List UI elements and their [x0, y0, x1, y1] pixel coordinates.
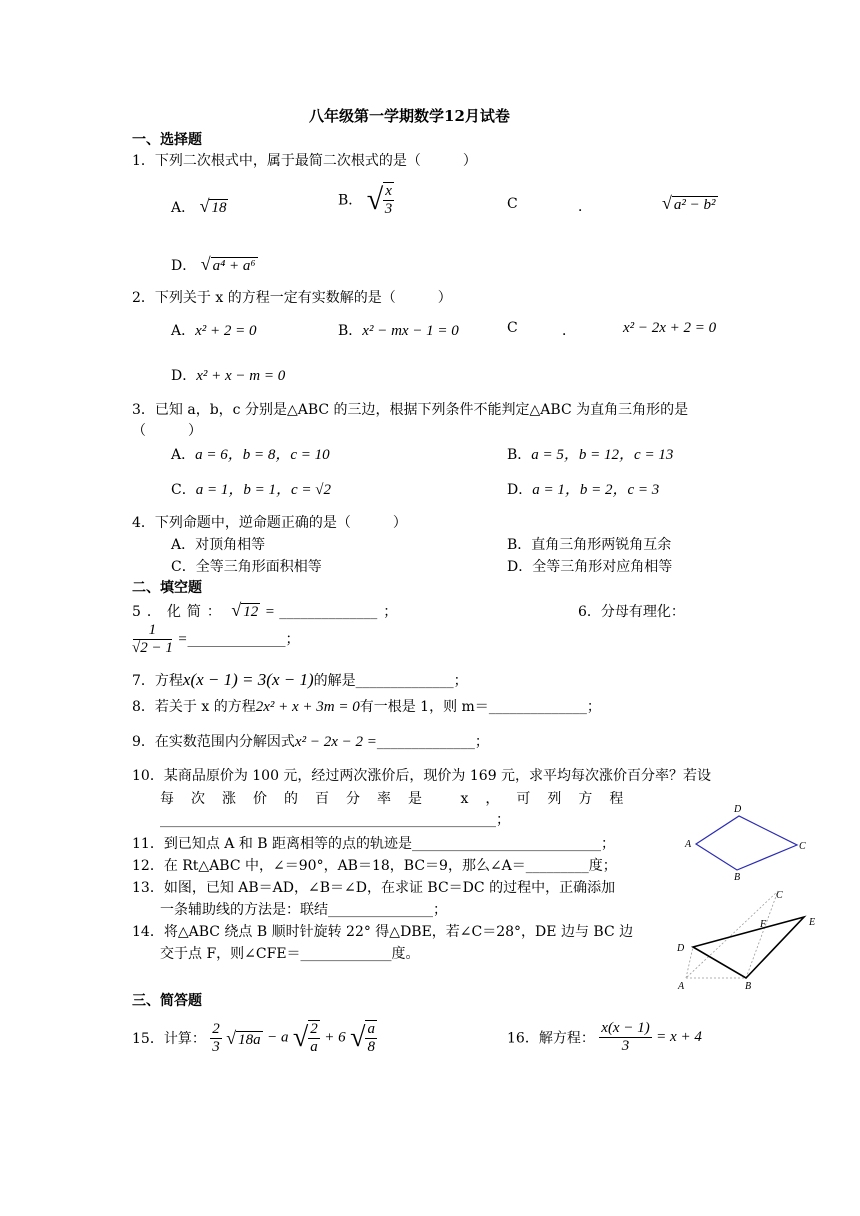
q1-stem: 1．下列二次根式中，属于最简二次根式的是（ ） [132, 153, 477, 169]
q3-d-math: a = 1，b = 2，c = 3 [532, 482, 660, 498]
q2-c-label: C [507, 320, 518, 336]
q5-blank[interactable]: ______________ [279, 604, 378, 620]
fig2-label-c: C [776, 890, 783, 901]
q6-blank[interactable]: ______________ [187, 631, 286, 648]
page-title: 八年级第一学期数学12月试卷 [309, 107, 510, 125]
q1-c-dot: ． [578, 199, 592, 215]
q3-c-label: C． [171, 482, 196, 498]
q4-option-c: C．全等三角形面积相等 [171, 559, 322, 575]
q2-a-math: x² + 2 = 0 [195, 323, 257, 339]
q1-option-c [662, 193, 718, 214]
q3-option-b [507, 443, 673, 464]
q1-d-label: D． [171, 258, 197, 274]
q16 [507, 1020, 702, 1055]
q8 [132, 696, 601, 716]
q9-math: x² − 2x − 2 = [294, 734, 377, 750]
q8-label: 8．若关于 x 的方程 [132, 699, 256, 715]
q9-end: ； [474, 734, 489, 750]
q12 [132, 855, 617, 875]
q12-text: 12．在 Rt△ABC 中，∠＝90°，AB＝18，BC＝9，那么∠A＝ [132, 858, 526, 874]
fig2-label-f: F [760, 919, 767, 930]
q14-end: 度。 [391, 946, 420, 962]
q4-option-a: A．对顶角相等 [171, 537, 266, 553]
q11-end: ； [601, 836, 616, 852]
q11-text: 11．到已知点 A 和 B 距离相等的点的轨迹是 [132, 836, 413, 852]
q2-c-math: x² − 2x + 2 = 0 [623, 320, 717, 336]
q1-option-d [171, 254, 258, 275]
figure-rotation-triangles [668, 885, 828, 995]
q4-option-b: B．直角三角形两锐角互余 [507, 537, 672, 553]
q12-end: 度； [588, 858, 617, 874]
q9 [132, 731, 489, 751]
q4-stem: 4．下列命题中，逆命题正确的是（ ） [132, 515, 407, 531]
q3-a-label: A． [171, 447, 196, 463]
q15-label: 15．计算： [132, 1031, 206, 1047]
q5-radical: √ 12 [231, 600, 259, 620]
q7-end: ； [453, 673, 468, 689]
q15-minus: − a [267, 1029, 289, 1046]
q14-blank[interactable]: _____________ [300, 946, 392, 962]
q8-blank[interactable]: ______________ [488, 699, 587, 715]
q9-blank[interactable]: ______________ [376, 734, 475, 750]
q8-tail: 有一根是 1，则 m＝ [359, 699, 489, 715]
q3-option-c [171, 478, 331, 499]
q9-label: 9．在实数范围内分解因式 [132, 734, 295, 750]
q1-a-label: A． [171, 200, 196, 216]
fig2-label-e: E [809, 917, 816, 928]
q10-end: ； [496, 812, 510, 828]
q13-text: 一条辅助线的方法是：联结 [160, 902, 328, 918]
q2-b-label: B． [338, 323, 363, 339]
q15-radical2: √ $\frac{2}{a}$ [292, 1021, 318, 1055]
q3-b-math: a = 5，b = 12，c = 13 [531, 447, 674, 463]
q5-end: ； [383, 604, 398, 620]
q2-d-math: x² + x − m = 0 [196, 368, 286, 384]
q2-option-d [171, 365, 285, 385]
q1-c-label: C [507, 196, 518, 212]
fig1-label-b: B [734, 872, 741, 883]
q15 [132, 1020, 377, 1056]
q10-line2: 每次涨价的百分率是 x，可列方程 [160, 791, 641, 807]
fig1-label-d: D [734, 804, 742, 815]
q3-stem: 3．已知 a，b，c 分别是△ABC 的三边，根据下列条件不能判定△ABC 为直角三角形的是 [132, 402, 689, 418]
q6-label: 6．分母有理化： [578, 604, 685, 620]
q13-end: ； [433, 902, 447, 918]
q7-label: 7．方程 [132, 673, 183, 689]
q8-math: 2x² + x + 3m = 0 [255, 699, 360, 715]
q6-expression [132, 622, 299, 657]
q16-label: 16．解方程： [507, 1030, 595, 1047]
fig1-label-c: C [799, 841, 806, 852]
q13-blank[interactable]: _______________ [328, 902, 433, 918]
q15-radical3: √ $\frac{a}{8}$ [350, 1021, 375, 1055]
q3-a-math: a = 6，b = 8，c = 10 [195, 447, 330, 463]
q6-end: ； [285, 631, 300, 648]
q15-plus: + 6 [324, 1029, 346, 1046]
q16-fraction: $\frac{x(x - 1)}{3}$ [601, 1020, 650, 1054]
q3-stem-paren: （ ） [132, 423, 202, 439]
q1-b-label: B． [338, 192, 363, 209]
q7-math: x(x − 1) = 3(x − 1) [182, 670, 314, 689]
figure-quadrilateral-abcd [680, 800, 810, 885]
q14-line1: 14．将△ABC 绕点 B 顺时针旋转 22° 得△DBE，若∠C＝28°，DE 边与 BC 边 [132, 924, 634, 940]
triangle-dbe [693, 917, 804, 978]
q5-label: 5．化简： [132, 604, 227, 620]
fig2-label-b: B [745, 981, 752, 992]
q1-d-radical: √ a⁴ + a⁶ [200, 254, 256, 274]
q2-b-math: x² − mx − 1 = 0 [362, 323, 459, 339]
q1-option-a [171, 196, 228, 217]
q7 [132, 670, 468, 690]
q3-option-d [507, 478, 659, 499]
fig2-label-d: D [677, 943, 685, 954]
q2-a-label: A． [171, 323, 196, 339]
q10-answer [160, 809, 510, 829]
section-heading-answer: 三、简答题 [132, 993, 202, 1009]
q15-radical1: √ 18a [226, 1027, 261, 1048]
q5: 5．化简： √ 12 = ______________ ； [132, 600, 398, 620]
section-heading-choice: 一、选择题 [132, 132, 202, 148]
q3-d-label: D． [507, 482, 533, 498]
segment-ad [686, 947, 693, 978]
q13-line2 [160, 899, 447, 919]
q1-option-b [338, 182, 394, 218]
q7-blank[interactable]: ______________ [355, 673, 454, 689]
q3-b-label: B． [507, 447, 532, 463]
q1-c-radical: √ a² − b² [662, 193, 716, 213]
q14-line2 [160, 943, 420, 963]
q1-a-radical: √ 18 [199, 196, 227, 216]
q11-blank[interactable]: ___________________________ [412, 836, 602, 852]
fig2-label-a: A [678, 981, 685, 992]
q14-text: 交于点 F，则∠CFE＝ [160, 946, 301, 962]
q2-option-a [171, 320, 257, 340]
q10-line1: 10．某商品原价为 100 元，经过两次涨价后，现价为 169 元，求平均每次涨价百分率？若设 [132, 768, 712, 784]
q8-end: ； [586, 699, 601, 715]
q15-frac1: $\frac{2}{3}$ [212, 1020, 220, 1055]
q3-option-a [171, 443, 330, 464]
q2-stem: 2．下列关于 x 的方程一定有实数解的是（ ） [132, 290, 452, 306]
q10-blank[interactable]: ________________________________________________ [160, 812, 496, 828]
q2-option-b [338, 320, 459, 340]
triangle-abc [686, 891, 778, 978]
section-heading-fill: 二、填空题 [132, 580, 202, 596]
q2-d-label: D． [171, 368, 197, 384]
q11 [132, 833, 615, 853]
q12-blank[interactable]: _________ [525, 858, 589, 874]
quadrilateral-shape [696, 816, 797, 870]
q1-b-radical: √ $\frac{x}{3}$ [366, 183, 393, 217]
q4-option-d: D．全等三角形对应角相等 [507, 559, 673, 575]
q2-c-dot: ． [562, 323, 576, 339]
q7-tail: 的解是 [313, 673, 356, 689]
q6-eq: = [177, 631, 188, 648]
fig1-label-a: A [685, 839, 692, 850]
q16-rhs: = x + 4 [656, 1029, 702, 1045]
q6-fraction: $\frac{1}{√2 - 1}$ [132, 622, 173, 656]
q13-line1: 13．如图，已知 AB＝AD，∠B＝∠D，在求证 BC＝DC 的过程中，正确添加 [132, 880, 616, 896]
q3-c-math: a = 1，b = 1，c = √2 [195, 482, 331, 498]
